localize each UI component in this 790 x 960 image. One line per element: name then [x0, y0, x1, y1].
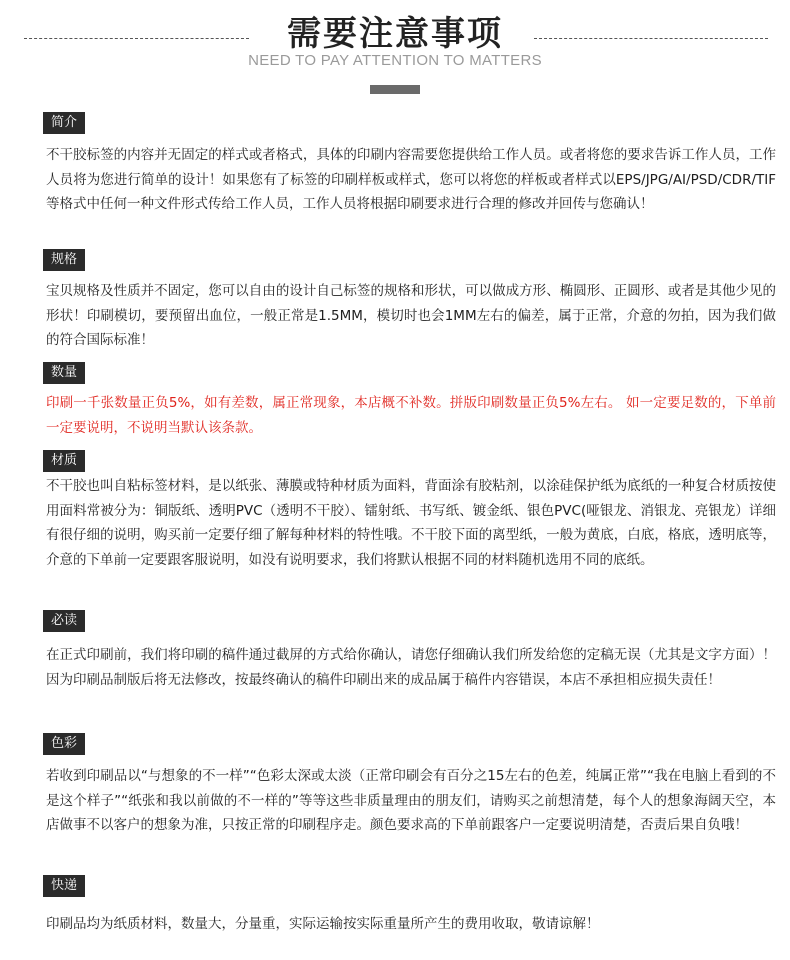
page-header — [0, 0, 790, 100]
section-text-must-read: 在正式印刷前，我们将印刷的稿件通过截屏的方式给你确认，请您仔细确认我们所发给您的定稿无误（尤其是文字方面）！因为印刷品制版后将无法修改，按最终确认的稿件印刷出来的成品属于稿件内容错误，本店不承担相应损失责任！ — [46, 647, 776, 688]
section-label-color: 色彩 — [43, 733, 85, 755]
section-text-intro: 不干胶标签的内容并无固定的样式或者格式，具体的印刷内容需要您提供给工作人员。或者将您的要求告诉工作人员，工作人员将为您进行简单的设计！如果您有了标签的印刷样板或样式，您可以将您的样板或者样式以EPS/JPG/AI/PSD/CDR/TIF等格式中任何一种文件形式传给工作人员，工作人员将根据印刷要求进行合理的修改并回传与您确认！ — [46, 147, 776, 212]
page-subtitle: NEED TO PAY ATTENTION TO MATTERS — [248, 52, 542, 69]
decorative-bar — [370, 85, 420, 94]
section-text-specs: 宝贝规格及性质并不固定，您可以自由的设计自己标签的规格和形状，可以做成方形、椭圆形、正圆形、或者是其他少见的形状！印刷模切，要预留出血位，一般正常是1.5MM，模切时也会1MM左右的偏差，属于正常，介意的勿拍，因为我们做的符合国际标准！ — [46, 283, 776, 348]
section-text-material: 不干胶也叫自粘标签材料，是以纸张、薄膜或特种材质为面料，背面涂有胶粘剂，以涂硅保护纸为底纸的一种复合材质按使用面料常被分为：铜版纸、透明PVC（透明不干胶）、镭射纸、书写纸、镀金纸、银色PVC(哑银龙、消银龙、亮银龙）详细有很仔细的说明，购买前一定要仔细了解每种材料的特性哦。不干胶下面的离型纸，一般为黄底，白底，格底，透明底等，介意的下单前一定要跟客服说明，如没有说明要求，我们将默认根据不同的材料随机选用不同的底纸。 — [46, 478, 776, 568]
section-label-shipping: 快递 — [43, 875, 85, 897]
section-label-material: 材质 — [43, 450, 85, 472]
section-label-must-read: 必读 — [43, 610, 85, 632]
section-text-color: 若收到印刷品以“与想象的不一样”“色彩太深或太淡（正常印刷会有百分之15左右的色差，纯属正常”“我在电脑上看到的不是这个样子”“纸张和我以前做的不一样的”等等这些非质量理由的朋友们，请购买之前想清楚，每个人的想象海阔天空，本店做事不以客户的想象为准，只按正常的印刷程序走。颜色要求高的下单前跟客户一定要说明清楚，否责后果自负哦！ — [46, 768, 776, 833]
page-title: 需要注意事项 — [287, 14, 503, 54]
section-label-quantity: 数量 — [43, 362, 85, 384]
section-text-shipping: 印刷品均为纸质材料，数量大，分量重，实际运输按实际重量所产生的费用收取，敬请谅解！ — [46, 916, 600, 932]
section-label-intro: 简介 — [43, 112, 85, 134]
section-label-specs: 规格 — [43, 249, 85, 271]
section-text-quantity: 印刷一千张数量正负5%，如有差数，属正常现象，本店概不补数。拼版印刷数量正负5%左右。 如一定要足数的，下单前一定要说明，不说明当默认该条款。 — [46, 395, 776, 436]
